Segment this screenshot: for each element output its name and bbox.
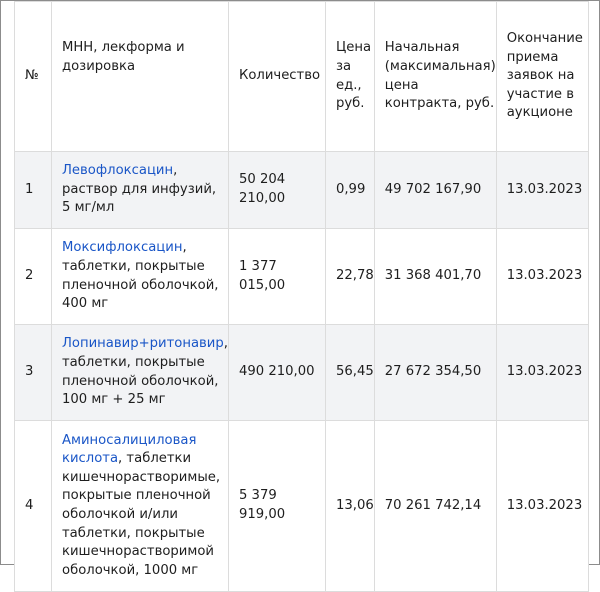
unit-price-cell: 13,06 [325, 421, 374, 592]
header-number: № [15, 2, 52, 152]
unit-price-cell: 22,78 [325, 229, 374, 325]
row-number: 4 [15, 421, 52, 592]
drug-description: , таблетки, покрытые пленочной оболочкой, 400 мг [62, 240, 219, 312]
drug-description: , раствор для инфузий, 5 мг/мл [62, 163, 217, 216]
drug-link[interactable]: Левофлоксацин [62, 163, 174, 179]
table-row [15, 152, 589, 229]
drug-cell [52, 325, 229, 421]
drug-cell [52, 421, 229, 592]
unit-price-cell: 56,45 [325, 325, 374, 421]
table-row [15, 325, 589, 421]
deadline-cell: 13.03.2023 [496, 325, 588, 421]
header-drug: МНН, лекформа и дозировка [52, 2, 229, 152]
quantity-cell: 50 204 210,00 [228, 152, 325, 229]
header-deadline: Окончание приема заявок на участие в аукционе [496, 2, 588, 152]
deadline-cell: 13.03.2023 [496, 421, 588, 592]
max-price-cell: 31 368 401,70 [374, 229, 496, 325]
table-row [15, 229, 589, 325]
header-quantity: Количество [228, 2, 325, 152]
row-number: 1 [15, 152, 52, 229]
row-number: 2 [15, 229, 52, 325]
drug-description: , таблетки кишечнорастворимые, покрытые пленочной оболочкой и/или таблетки, покрытые кишечнорастворимой оболочкой, 1000 мг [62, 451, 221, 578]
drug-link[interactable]: Аминосалициловая кислота [62, 432, 197, 467]
deadline-cell: 13.03.2023 [496, 152, 588, 229]
max-price-cell: 27 672 354,50 [374, 325, 496, 421]
unit-price-cell: 0,99 [325, 152, 374, 229]
deadline-cell: 13.03.2023 [496, 229, 588, 325]
max-price-cell: 49 702 167,90 [374, 152, 496, 229]
quantity-cell: 5 379 919,00 [228, 421, 325, 592]
drug-link[interactable]: Лопинавир+ритонавир [62, 336, 224, 352]
drug-cell [52, 152, 229, 229]
quantity-cell: 1 377 015,00 [228, 229, 325, 325]
quantity-cell: 490 210,00 [228, 325, 325, 421]
drug-description: , таблетки, покрытые пленочной оболочкой, 100 мг + 25 мг [62, 336, 228, 408]
header-unit-price: Цена за ед., руб. [325, 2, 374, 152]
max-price-cell: 70 261 742,14 [374, 421, 496, 592]
drug-link[interactable]: Моксифлоксацин [62, 240, 183, 256]
row-number: 3 [15, 325, 52, 421]
table-row [15, 421, 589, 592]
drug-auction-table [14, 1, 589, 592]
table-header-row [15, 2, 589, 152]
drug-cell [52, 229, 229, 325]
header-max-price: Начальная (максимальная) цена контракта, руб. [374, 2, 496, 152]
